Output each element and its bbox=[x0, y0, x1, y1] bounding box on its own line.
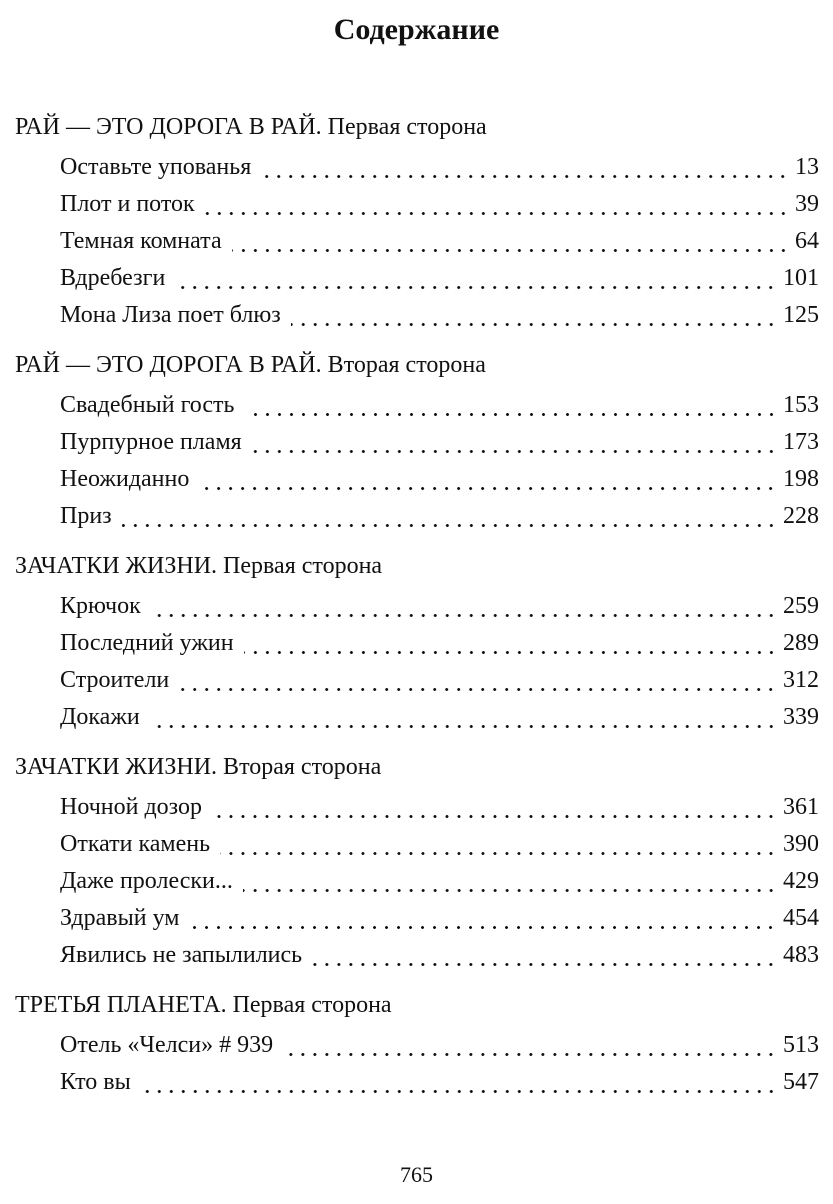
toc-section bbox=[0, 545, 833, 736]
dot-leader bbox=[137, 1064, 779, 1101]
page-number: 765 bbox=[400, 1162, 433, 1187]
toc-section bbox=[0, 344, 833, 535]
entry-title: Здравый ум bbox=[60, 905, 180, 931]
entry-page-number: 228 bbox=[783, 503, 819, 529]
entry-page-number: 339 bbox=[783, 704, 819, 730]
toc-entry bbox=[60, 789, 819, 826]
toc-entry bbox=[60, 461, 819, 498]
toc-entry bbox=[60, 662, 819, 699]
dot-leader bbox=[240, 625, 779, 662]
entry-page-number: 153 bbox=[783, 392, 819, 418]
entry-title: Докажи bbox=[60, 704, 140, 730]
entry-title: Даже пролески... bbox=[60, 868, 233, 894]
dot-leader bbox=[175, 662, 779, 699]
entry-title: Строители bbox=[60, 667, 170, 693]
entry-title: Темная комната bbox=[60, 228, 222, 254]
dot-leader bbox=[228, 223, 791, 260]
section-heading: ЗАЧАТКИ ЖИЗНИ. Первая сторона bbox=[15, 553, 383, 579]
entry-page-number: 198 bbox=[783, 466, 819, 492]
section-heading: ЗАЧАТКИ ЖИЗНИ. Вторая сторона bbox=[15, 754, 382, 780]
dot-leader bbox=[201, 186, 791, 223]
toc-entry bbox=[60, 900, 819, 937]
toc-entry bbox=[60, 297, 819, 334]
section-heading: РАЙ — ЭТО ДОРОГА В РАЙ. Первая сторона bbox=[15, 114, 487, 140]
entry-page-number: 312 bbox=[783, 667, 819, 693]
entry-title: Мона Лиза поет блюз bbox=[60, 302, 281, 328]
toc-entry bbox=[60, 498, 819, 535]
toc-entry bbox=[60, 625, 819, 662]
entry-page-number: 173 bbox=[783, 429, 819, 455]
section-heading: РАЙ — ЭТО ДОРОГА В РАЙ. Вторая сторона bbox=[15, 352, 486, 378]
dot-leader bbox=[195, 461, 779, 498]
entry-page-number: 125 bbox=[783, 302, 819, 328]
toc-section bbox=[0, 106, 833, 334]
page-title: Содержание bbox=[333, 13, 500, 46]
dot-leader bbox=[208, 789, 779, 826]
entry-title: Вдребезги bbox=[60, 265, 166, 291]
toc-entry bbox=[60, 186, 819, 223]
entry-page-number: 101 bbox=[783, 265, 819, 291]
dot-leader bbox=[185, 900, 779, 937]
entry-page-number: 454 bbox=[783, 905, 819, 931]
entry-title: Кто вы bbox=[60, 1069, 131, 1095]
dot-leader bbox=[248, 424, 779, 461]
section-heading: ТРЕТЬЯ ПЛАНЕТА. Первая сторона bbox=[15, 992, 392, 1018]
entry-title: Неожиданно bbox=[60, 466, 190, 492]
entry-page-number: 483 bbox=[783, 942, 819, 968]
toc-entry bbox=[60, 588, 819, 625]
toc-entry bbox=[60, 424, 819, 461]
toc-section bbox=[0, 984, 833, 1101]
entry-page-number: 390 bbox=[783, 831, 819, 857]
entry-page-number: 259 bbox=[783, 593, 819, 619]
entry-page-number: 64 bbox=[795, 228, 819, 254]
toc-entry bbox=[60, 1064, 819, 1101]
entry-title: Последний ужин bbox=[60, 630, 234, 656]
toc-section bbox=[0, 746, 833, 974]
entry-title: Ночной дозор bbox=[60, 794, 203, 820]
toc-entry bbox=[60, 387, 819, 424]
dot-leader bbox=[147, 588, 779, 625]
entry-title: Плот и поток bbox=[60, 191, 195, 217]
entry-title: Пурпурное пламя bbox=[60, 429, 242, 455]
entry-title: Явились не запылились bbox=[60, 942, 303, 968]
toc-entry bbox=[60, 149, 819, 186]
dot-leader bbox=[118, 498, 779, 535]
dot-leader bbox=[216, 826, 779, 863]
entry-page-number: 13 bbox=[795, 154, 819, 180]
dot-leader bbox=[241, 387, 780, 424]
dot-leader bbox=[287, 297, 779, 334]
entry-page-number: 289 bbox=[783, 630, 819, 656]
entry-title: Отель «Челси» # 939 bbox=[60, 1032, 274, 1058]
entry-page-number: 513 bbox=[783, 1032, 819, 1058]
toc-entry bbox=[60, 260, 819, 297]
entry-page-number: 429 bbox=[783, 868, 819, 894]
entry-title: Откати камень bbox=[60, 831, 211, 857]
entry-page-number: 361 bbox=[783, 794, 819, 820]
toc-entry bbox=[60, 937, 819, 974]
entry-title: Приз bbox=[60, 503, 112, 529]
table-of-contents bbox=[0, 106, 833, 1111]
entry-page-number: 39 bbox=[795, 191, 819, 217]
toc-entry bbox=[60, 699, 819, 736]
toc-entry bbox=[60, 826, 819, 863]
entry-page-number: 547 bbox=[783, 1069, 819, 1095]
dot-leader bbox=[146, 699, 779, 736]
dot-leader bbox=[257, 149, 791, 186]
entry-title: Оставьте упованья bbox=[60, 154, 252, 180]
dot-leader bbox=[171, 260, 779, 297]
dot-leader bbox=[279, 1027, 779, 1064]
entry-title: Крючок bbox=[60, 593, 141, 619]
toc-entry bbox=[60, 1027, 819, 1064]
toc-entry bbox=[60, 863, 819, 900]
dot-leader bbox=[308, 937, 779, 974]
toc-entry bbox=[60, 223, 819, 260]
entry-title: Свадебный гость bbox=[60, 392, 235, 418]
dot-leader bbox=[239, 863, 779, 900]
